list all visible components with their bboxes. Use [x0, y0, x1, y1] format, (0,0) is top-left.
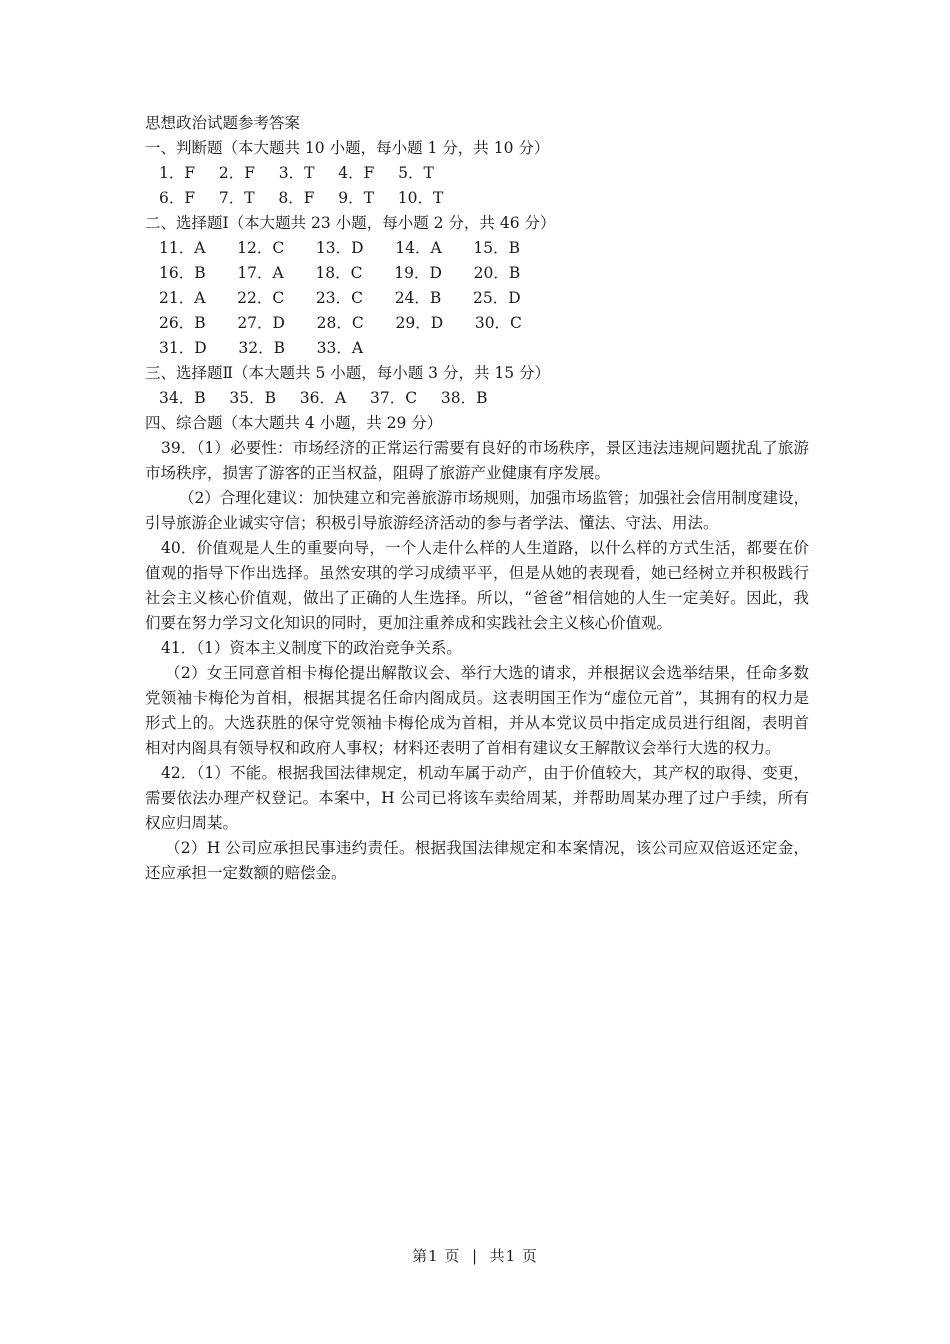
answer-row: 34．B 35．B 36．A 37．C 38．B [159, 389, 488, 407]
section-heading-judgment: 一、判断题（本大题共 10 小题，每小题 1 分，共 10 分） [145, 139, 550, 157]
answer-q39-part1: 39．（1）必要性：市场经济的正常运行需要有良好的市场秩序，景区违法违规问题扰乱了旅游市场秩序，损害了游客的正当权益，阻碍了旅游产业健康有序发展。 [145, 439, 809, 482]
answer-row: 31．D 32．B 33．A [159, 339, 364, 357]
answer-row: 11．A 12．C 13．D 14．A 15．B [159, 239, 521, 257]
section-heading-choice-2: 三、选择题Ⅱ（本大题共 5 小题，每小题 3 分，共 15 分） [145, 364, 551, 382]
answer-row: 6．F 7．T 8．F 9．T 10．T [159, 189, 444, 207]
answer-row: 21．A 22．C 23．C 24．B 25．D [159, 289, 521, 307]
answer-q39-part2: （2）合理化建议：加快建立和完善旅游市场规则，加强市场监管；加强社会信用制度建设，引导旅游企业诚实守信；积极引导旅游经济活动的参与者学法、懂法、守法、用法。 [145, 489, 809, 532]
answer-row: 16．B 17．A 18．C 19．D 20．B [159, 264, 521, 282]
document-title: 思想政治试题参考答案 [145, 114, 301, 132]
section-heading-comprehensive: 四、综合题（本大题共 4 小题，共 29 分） [145, 414, 443, 432]
answer-q42-part2: （2）H 公司应承担民事违约责任。根据我国法律规定和本案情况，该公司应双倍返还定金，还应承担一定数额的赔偿金。 [145, 839, 809, 882]
answer-q42-part1: 42．（1）不能。根据我国法律规定，机动车属于动产，由于价值较大，其产权的取得、变更，需要依法办理产权登记。本案中，H 公司已将该车卖给周某，并帮助周某办理了过户手续，所有权应归周某。 [145, 764, 809, 832]
answer-row: 1．F 2．F 3．T 4．F 5．T [159, 164, 434, 182]
answer-q41-part1: 41．（1）资本主义制度下的政治竞争关系。 [161, 639, 462, 657]
page-footer: 第1 页 | 共1 页 [412, 1247, 538, 1265]
answer-document [145, 111, 809, 886]
answer-q40: 40．价值观是人生的重要向导，一个人走什么样的人生道路，以什么样的方式生活，都要在价值观的指导下作出选择。虽然安琪的学习成绩平平，但是从她的表现看，她已经树立并积极践行社会主义核心价值观，做出了正确的人生选择。所以，“爸爸”相信她的人生一定美好。因此，我们要在努力学习文化知识的同时，更加注重养成和实践社会主义核心价值观。 [145, 539, 809, 632]
answer-row: 26．B 27．D 28．C 29．D 30．C [159, 314, 522, 332]
section-heading-choice-1: 二、选择题Ⅰ（本大题共 23 小题，每小题 2 分，共 46 分） [145, 214, 556, 232]
answer-q41-part2: （2）女王同意首相卡梅伦提出解散议会、举行大选的请求，并根据议会选举结果，任命多数党领袖卡梅伦为首相，根据其提名任命内阁成员。这表明国王作为“虚位元首”，其拥有的权力是形式上的。大选获胜的保守党领袖卡梅伦成为首相，并从本党议员中指定成员进行组阁，表明首相对内阁具有领导权和政府人事权；材料还表明了首相有建议女王解散议会举行大选的权力。 [145, 664, 809, 757]
